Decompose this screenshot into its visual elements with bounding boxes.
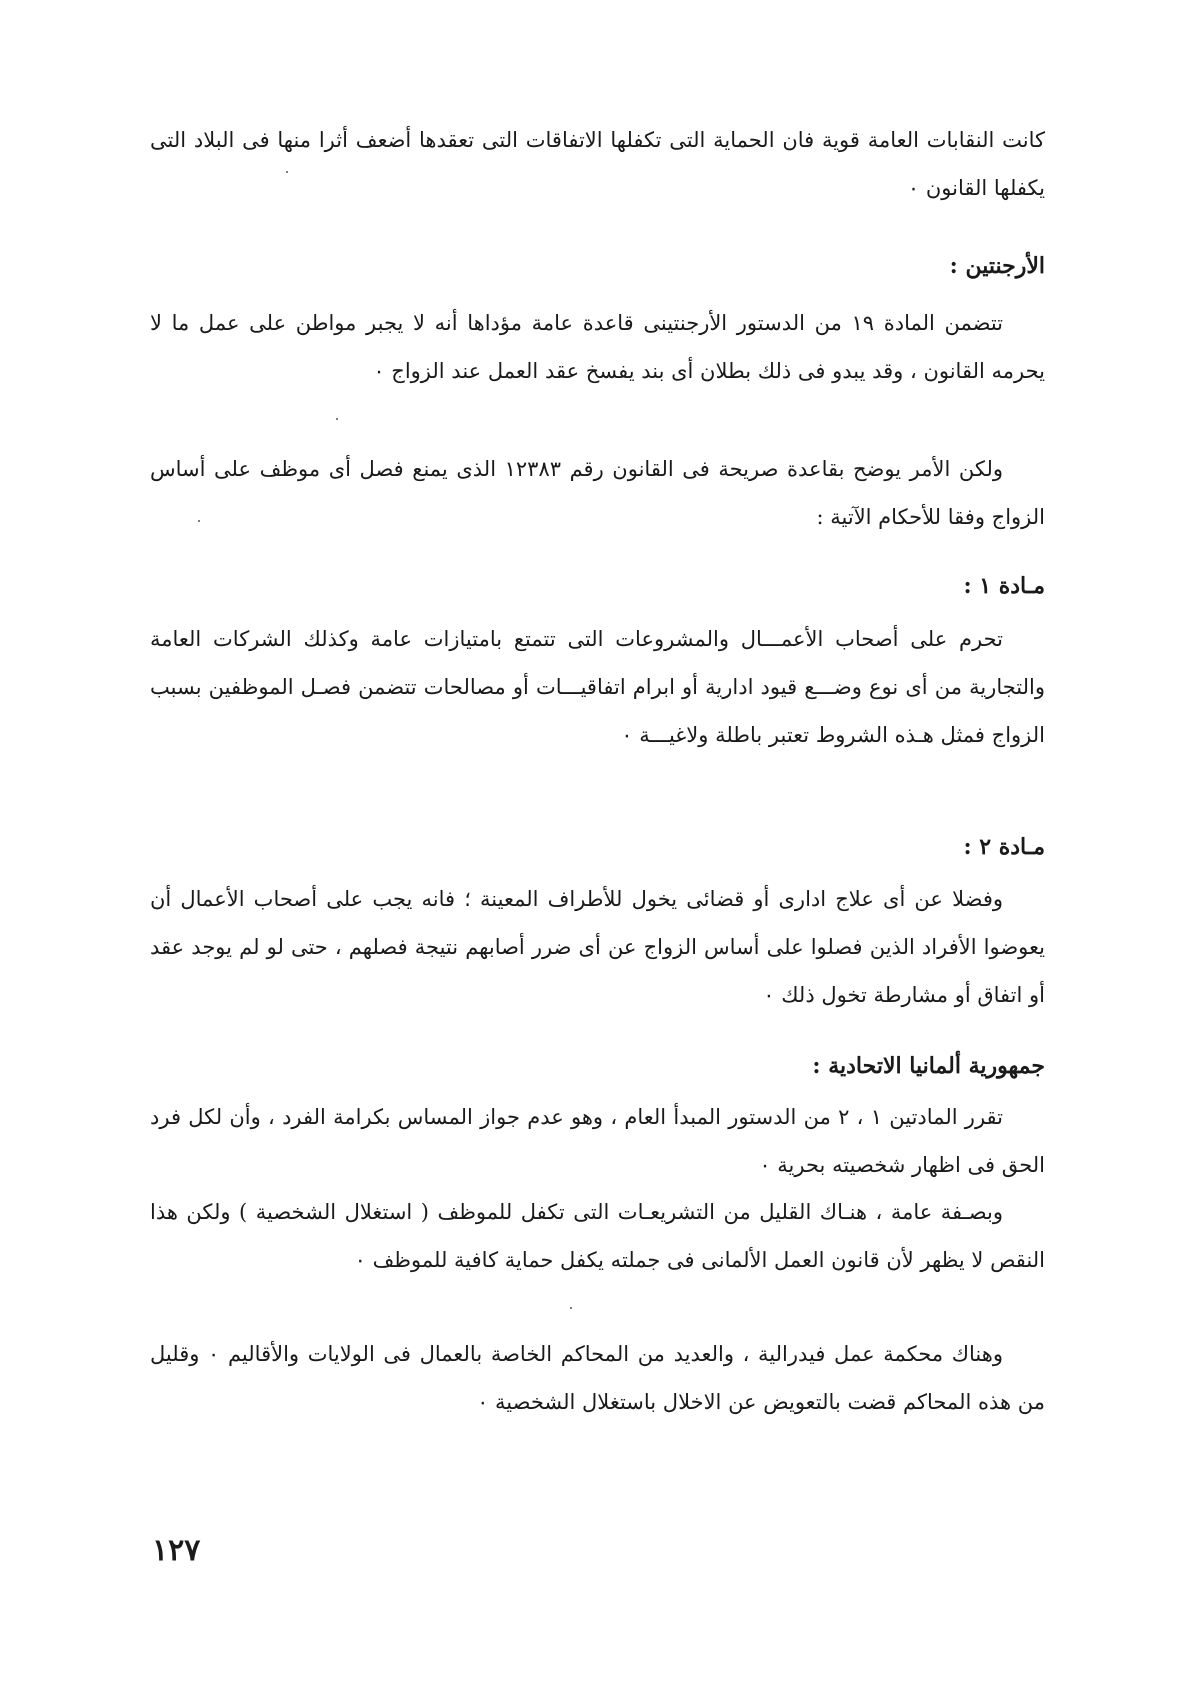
- scan-speck: [198, 520, 200, 522]
- paragraph-germany-courts: وهناك محكمة عمل فيدرالية ، والعديد من المحاكم الخاصة بالعمال فى الولايات والأقاليم ٠ وقليل من هذه المحاكم قضت بالتعويض عن الاخلال باستغلال الشخصية ٠: [150, 1342, 1045, 1414]
- heading-argentina: الأرجنتين :: [949, 253, 1045, 279]
- paragraph-germany-constitution: تقرر المادتين ١ ، ٢ من الدستور المبدأ العام ، وهو عدم جواز المساس بكرامة الفرد ، وأن لكل فرد الحق فى اظهار شخصيته بحرية ٠: [150, 1105, 1045, 1177]
- paragraph-germany-legislation: وبصـفة عامة ، هنـاك القليل من التشريعـات التى تكفل للموظف ( استغلال الشخصية ) ولكن هذا النقص لا يظهر لأن قانون العمل الألمانى فى جملته يكفل حماية كافية للموظف ٠: [150, 1200, 1045, 1272]
- scan-speck: [286, 171, 288, 173]
- heading-article-1: مـادة ١ :: [963, 573, 1045, 599]
- paragraph-law-12383: ولكن الأمر يوضح بقاعدة صريحة فى القانون رقم ١٢٣٨٣ الذى يمنع فصل أى موظف على أساس الزواج وفقا للأحكام الآتية :: [150, 457, 1045, 529]
- page-number: ١٢٧: [152, 1533, 201, 1568]
- scan-speck: [336, 418, 338, 420]
- heading-article-2: مـادة ٢ :: [963, 834, 1045, 860]
- heading-germany: جمهورية ألمانيا الاتحادية :: [812, 1053, 1045, 1079]
- paragraph-article-1: تحرم على أصحاب الأعمـــال والمشروعات التى تتمتع بامتيازات عامة وكذلك الشركات العامة والتجارية من أى نوع وضـــع قيود ادارية أو ابرام اتفاقيـــات أو مصالحات تتضمن فصـل الموظفين بسبب الزواج فمثل هـذه الشروط تعتبر باطلة ولاغيـــة ٠: [150, 627, 1045, 747]
- paragraph-article-2: وفضلا عن أى علاج ادارى أو قضائى يخول للأطراف المعينة ؛ فانه يجب على أصحاب الأعمال أن يعوضوا الأفراد الذين فصلوا على أساس الزواج عن أى ضرر أصابهم نتيجة فصلهم ، حتى لو لم يوجد عقد أو اتفاق أو مشارطة تخول ذلك ٠: [150, 887, 1045, 1007]
- paragraph-argentina-constitution: تتضمن المادة ١٩ من الدستور الأرجنتينى قاعدة عامة مؤداها أنه لا يجبر مواطن على عمل ما لا يحرمه القانون ، وقد يبدو فى ذلك بطلان أى بند يفسخ عقد العمل عند الزواج ٠: [150, 311, 1045, 383]
- paragraph-unions: كانت النقابات العامة قوية فان الحماية التى تكفلها الاتفاقات التى تعقدها أضعف أثرا منها فى البلاد التى يكفلها القانون ٠: [150, 128, 1045, 200]
- scan-speck: [570, 1307, 572, 1309]
